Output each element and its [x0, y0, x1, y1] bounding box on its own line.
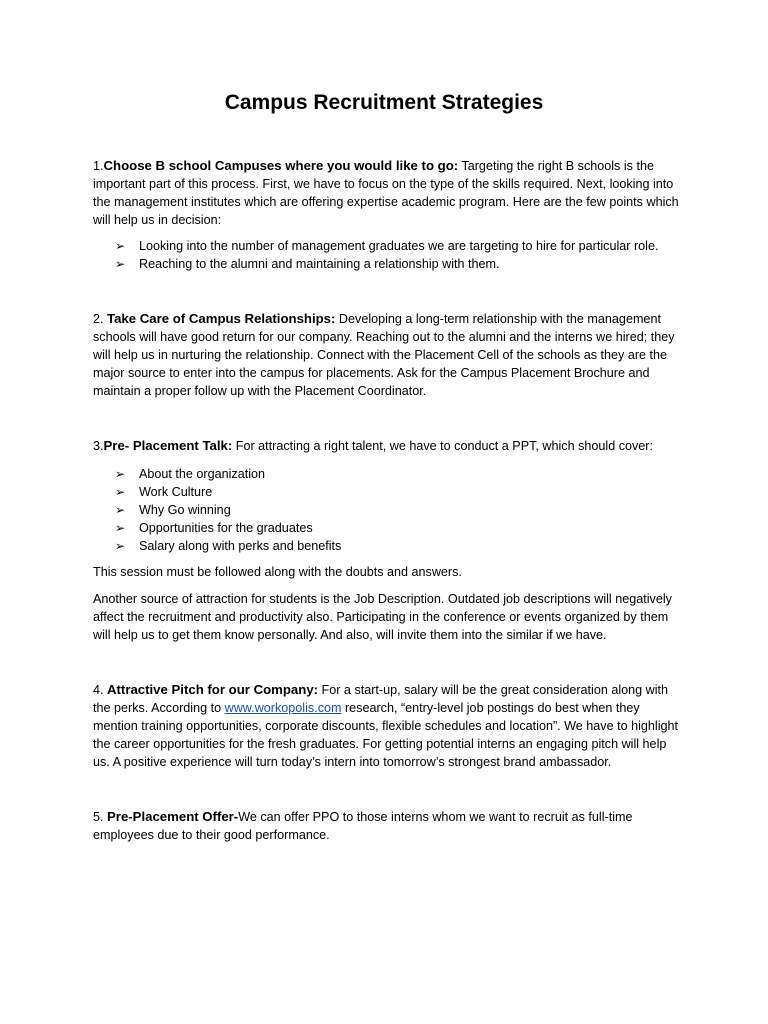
section-3-paragraph — [93, 437, 683, 455]
section-3-body: For attracting a right talent, we have to conduct a PPT, which should cover: — [232, 439, 653, 453]
section-3-number: 3. — [93, 439, 104, 453]
section-3-followup: This session must be followed along with the doubts and answers. — [93, 565, 462, 579]
section-1-number: 1. — [93, 159, 104, 173]
section-2-heading: Take Care of Campus Relationships: — [107, 311, 336, 326]
arrow-bullet-icon: ➢ — [115, 539, 126, 553]
list-item-text: Why Go winning — [139, 503, 231, 517]
section-3-bullet-list — [93, 465, 683, 555]
arrow-bullet-icon: ➢ — [115, 467, 126, 481]
list-item — [93, 519, 683, 537]
list-item-text: Reaching to the alumni and maintaining a relationship with them. — [139, 257, 500, 271]
section-4-paragraph — [93, 681, 683, 771]
section-2-number: 2. — [93, 312, 108, 326]
document-body — [93, 157, 683, 844]
section-1-heading: Choose B school Campuses where you would like to go: — [103, 158, 459, 173]
list-item — [93, 255, 683, 273]
section-4-heading: Attractive Pitch for our Company: — [107, 682, 319, 697]
section-3-extra-paragraph: Another source of attraction for students is the Job Description. Outdated job descriptions will negatively affect the recruitment and productivity also. Participating in the conference or events organized by them will help us to get them know personally. And also, will invite them into the similar if we have. — [93, 592, 672, 642]
section-1-bullet-list — [93, 237, 683, 273]
list-item-text: Work Culture — [139, 485, 213, 499]
list-item-text: Looking into the number of management graduates we are targeting to hire for particular role. — [139, 239, 659, 253]
section-2-paragraph — [93, 310, 683, 400]
document-title: Campus Recruitment Strategies — [224, 91, 544, 114]
section-5-body: We can offer PPO to those interns whom we want to recruit as full-time employees due to their good performance. — [93, 810, 633, 842]
section-4-number: 4. — [93, 683, 108, 697]
list-item — [93, 501, 683, 519]
list-item — [93, 237, 683, 255]
arrow-bullet-icon: ➢ — [115, 485, 126, 499]
section-5-heading: Pre-Placement Offer- — [107, 809, 239, 824]
section-2-body: Developing a long-term relationship with the management schools will have good return for our company. Reaching out to the alumni and the interns we hired; they will help us in nurturing the relationship. Connect with the Placement Cell of the schools as they are the major source to enter into the campus for placements. Ask for the Campus Placement Brochure and maintain a proper follow up with the Placement Coordinator. — [93, 312, 675, 398]
list-item — [93, 537, 683, 555]
section-3-heading: Pre- Placement Talk: — [103, 438, 233, 453]
arrow-bullet-icon: ➢ — [115, 503, 126, 517]
list-item-text: About the organization — [139, 467, 266, 481]
list-item — [93, 483, 683, 501]
section-4-body-before: For a start-up, salary will be the great consideration along with the perks. According to — [93, 683, 669, 715]
arrow-bullet-icon: ➢ — [115, 521, 126, 535]
section-1-paragraph — [93, 157, 683, 229]
section-5-number: 5. — [93, 810, 108, 824]
section-5-paragraph — [93, 808, 683, 844]
section-4-body-after: research, “entry-level job postings do best when they mention training opportunities, corporate discounts, flexible schedules and location”. We have to highlight the career opportunities for the fresh graduates. For getting potential interns an engaging pitch will help us. A positive experience will turn today’s intern into tomorrow’s strongest brand ambassador. — [93, 701, 679, 769]
arrow-bullet-icon: ➢ — [115, 239, 126, 253]
list-item-text: Salary along with perks and benefits — [139, 539, 342, 553]
workopolis-link[interactable]: www.workopolis.com — [224, 701, 342, 715]
arrow-bullet-icon: ➢ — [115, 257, 126, 271]
list-item — [93, 465, 683, 483]
list-item-text: Opportunities for the graduates — [139, 521, 313, 535]
section-1-body: Targeting the right B schools is the important part of this process. First, we have to focus on the type of the skills required. Next, looking into the management institutes which are offering expertise academic program. Here are the few points which will help us in decision: — [93, 159, 679, 227]
